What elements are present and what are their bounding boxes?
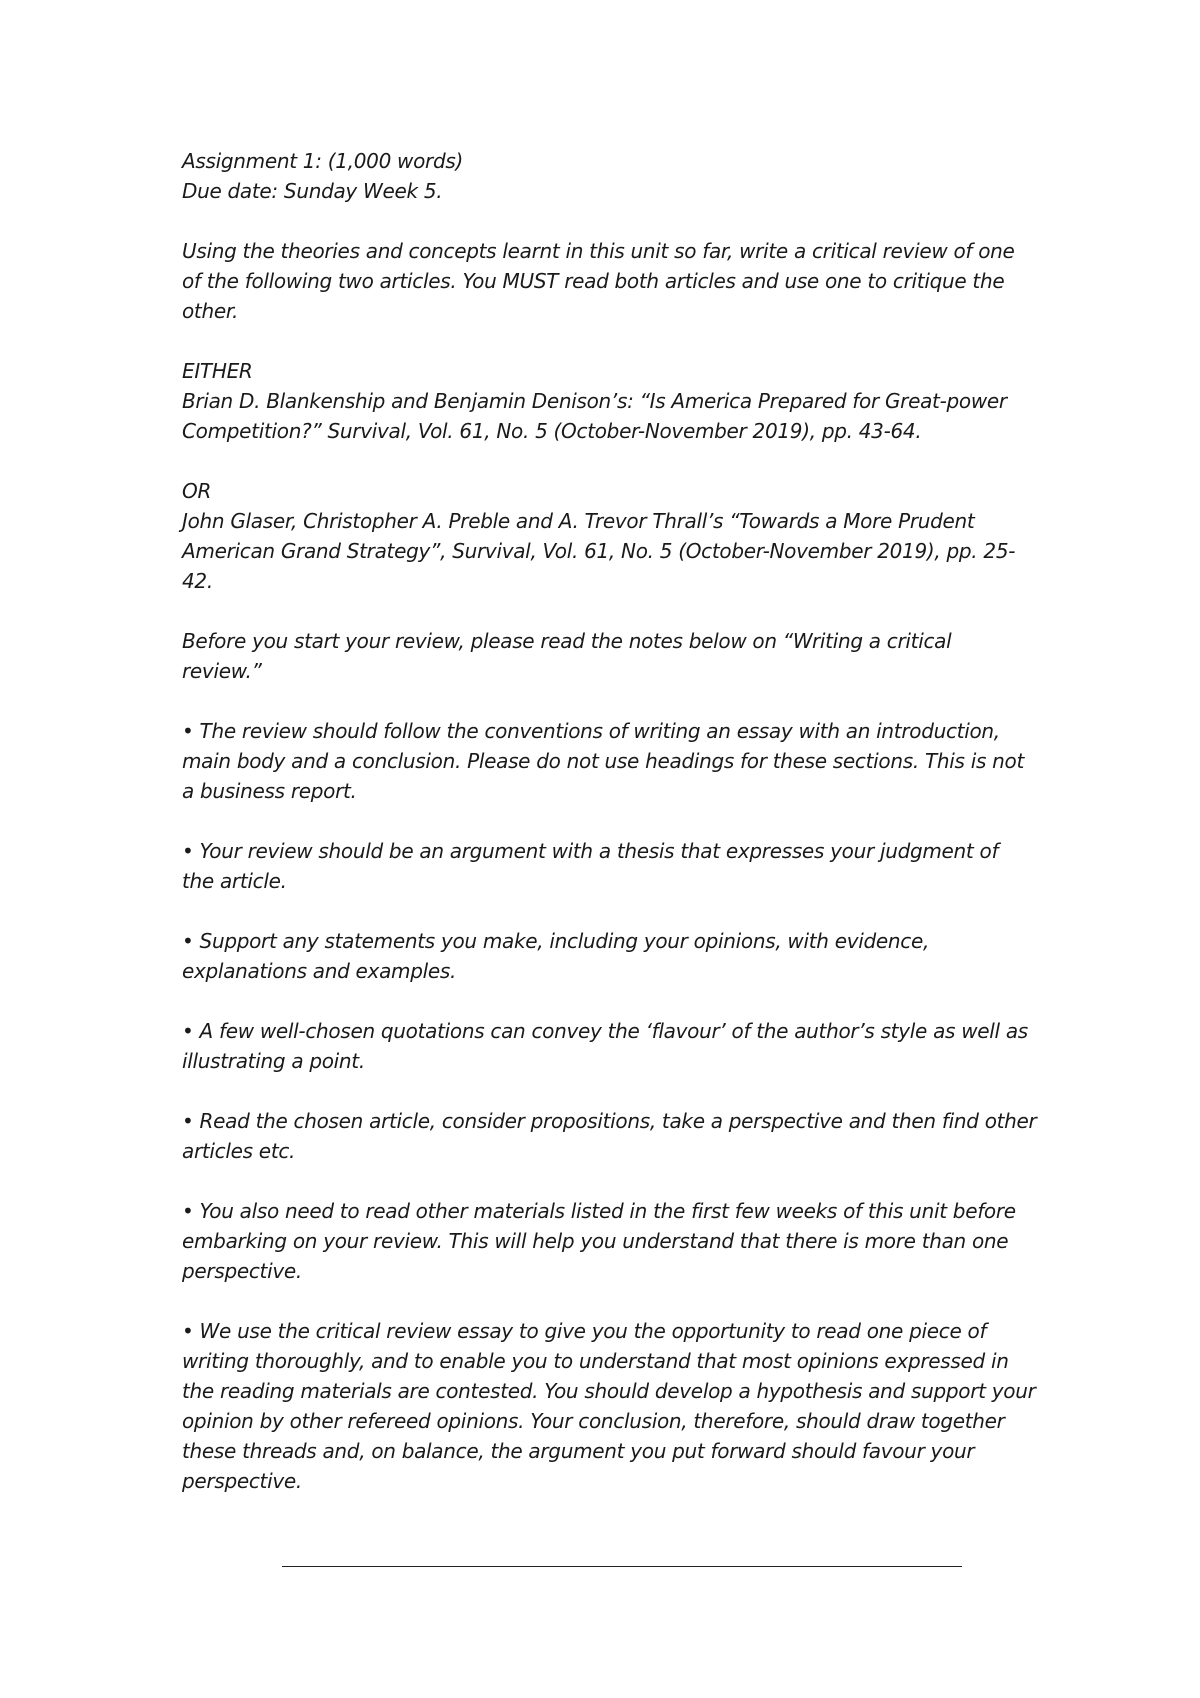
bullet-line: articles etc. [182, 1139, 296, 1163]
intro-line: Using the theories and concepts learnt in this unit so far, write a critical review of one [182, 239, 1015, 263]
bullet-line: main body and a conclusion. Please do not use headings for these sections. This is not [182, 749, 1024, 773]
due-date: Due date: Sunday Week 5. [182, 179, 443, 203]
bullet-line: these threads and, on balance, the argument you put forward should favour your [182, 1439, 975, 1463]
bullet-critical-review-purpose [182, 1316, 1067, 1496]
either-label: EITHER [182, 359, 253, 383]
bullet-line: • Support any statements you make, including your opinions, with evidence, [182, 929, 930, 953]
bullet-line: the article. [182, 869, 287, 893]
bullet-line: • We use the critical review essay to give you the opportunity to read one piece of [182, 1319, 987, 1343]
bullet-line: • Your review should be an argument with a thesis that expresses your judgment of [182, 839, 999, 863]
or-citation-line: American Grand Strategy”, Survival, Vol. 61, No. 5 (October-November 2019), pp. 25- [182, 539, 1016, 563]
either-citation-line: Brian D. Blankenship and Benjamin Denison’s: “Is America Prepared for Great-power [182, 389, 1007, 413]
or-citation-line: 42. [182, 569, 213, 593]
option-either [182, 356, 1067, 446]
before-you-start-paragraph [182, 626, 1067, 686]
horizontal-rule [282, 1566, 962, 1567]
option-or [182, 476, 1067, 596]
or-label: OR [182, 479, 212, 503]
bullet-line: illustrating a point. [182, 1049, 365, 1073]
bullet-line: explanations and examples. [182, 959, 457, 983]
bullet-line: opinion by other refereed opinions. Your conclusion, therefore, should draw together [182, 1409, 1005, 1433]
bullet-conventions [182, 716, 1067, 806]
bullet-quotations [182, 1016, 1067, 1076]
assignment-title: Assignment 1: (1,000 words) [182, 149, 463, 173]
assignment-document [182, 146, 1067, 1496]
bullet-argument [182, 836, 1067, 896]
bullet-line: perspective. [182, 1469, 302, 1493]
bullet-line: • Read the chosen article, consider propositions, take a perspective and then find other [182, 1109, 1037, 1133]
bullet-line: writing thoroughly, and to enable you to understand that most opinions expressed in [182, 1349, 1009, 1373]
bullet-line: • A few well-chosen quotations can convey the ‘flavour’ of the author’s style as well as [182, 1019, 1028, 1043]
bullet-line: • The review should follow the conventions of writing an essay with an introduction, [182, 719, 1000, 743]
before-line: review.” [182, 659, 262, 683]
bullet-line: perspective. [182, 1259, 302, 1283]
intro-line: of the following two articles. You MUST read both articles and use one to critique the [182, 269, 1005, 293]
bullet-line: the reading materials are contested. You should develop a hypothesis and support your [182, 1379, 1036, 1403]
before-line: Before you start your review, please read the notes below on “Writing a critical [182, 629, 952, 653]
bullet-read-article [182, 1106, 1067, 1166]
bullet-line: a business report. [182, 779, 357, 803]
bullet-line: • You also need to read other materials listed in the first few weeks of this unit before [182, 1199, 1016, 1223]
bullet-line: embarking on your review. This will help you understand that there is more than one [182, 1229, 1009, 1253]
assignment-header [182, 146, 1067, 206]
bullet-support [182, 926, 1067, 986]
intro-line: other. [182, 299, 239, 323]
either-citation-line: Competition?” Survival, Vol. 61, No. 5 (October-November 2019), pp. 43-64. [182, 419, 922, 443]
bullet-other-materials [182, 1196, 1067, 1286]
intro-paragraph [182, 236, 1067, 326]
or-citation-line: John Glaser, Christopher A. Preble and A. Trevor Thrall’s “Towards a More Prudent [182, 509, 975, 533]
